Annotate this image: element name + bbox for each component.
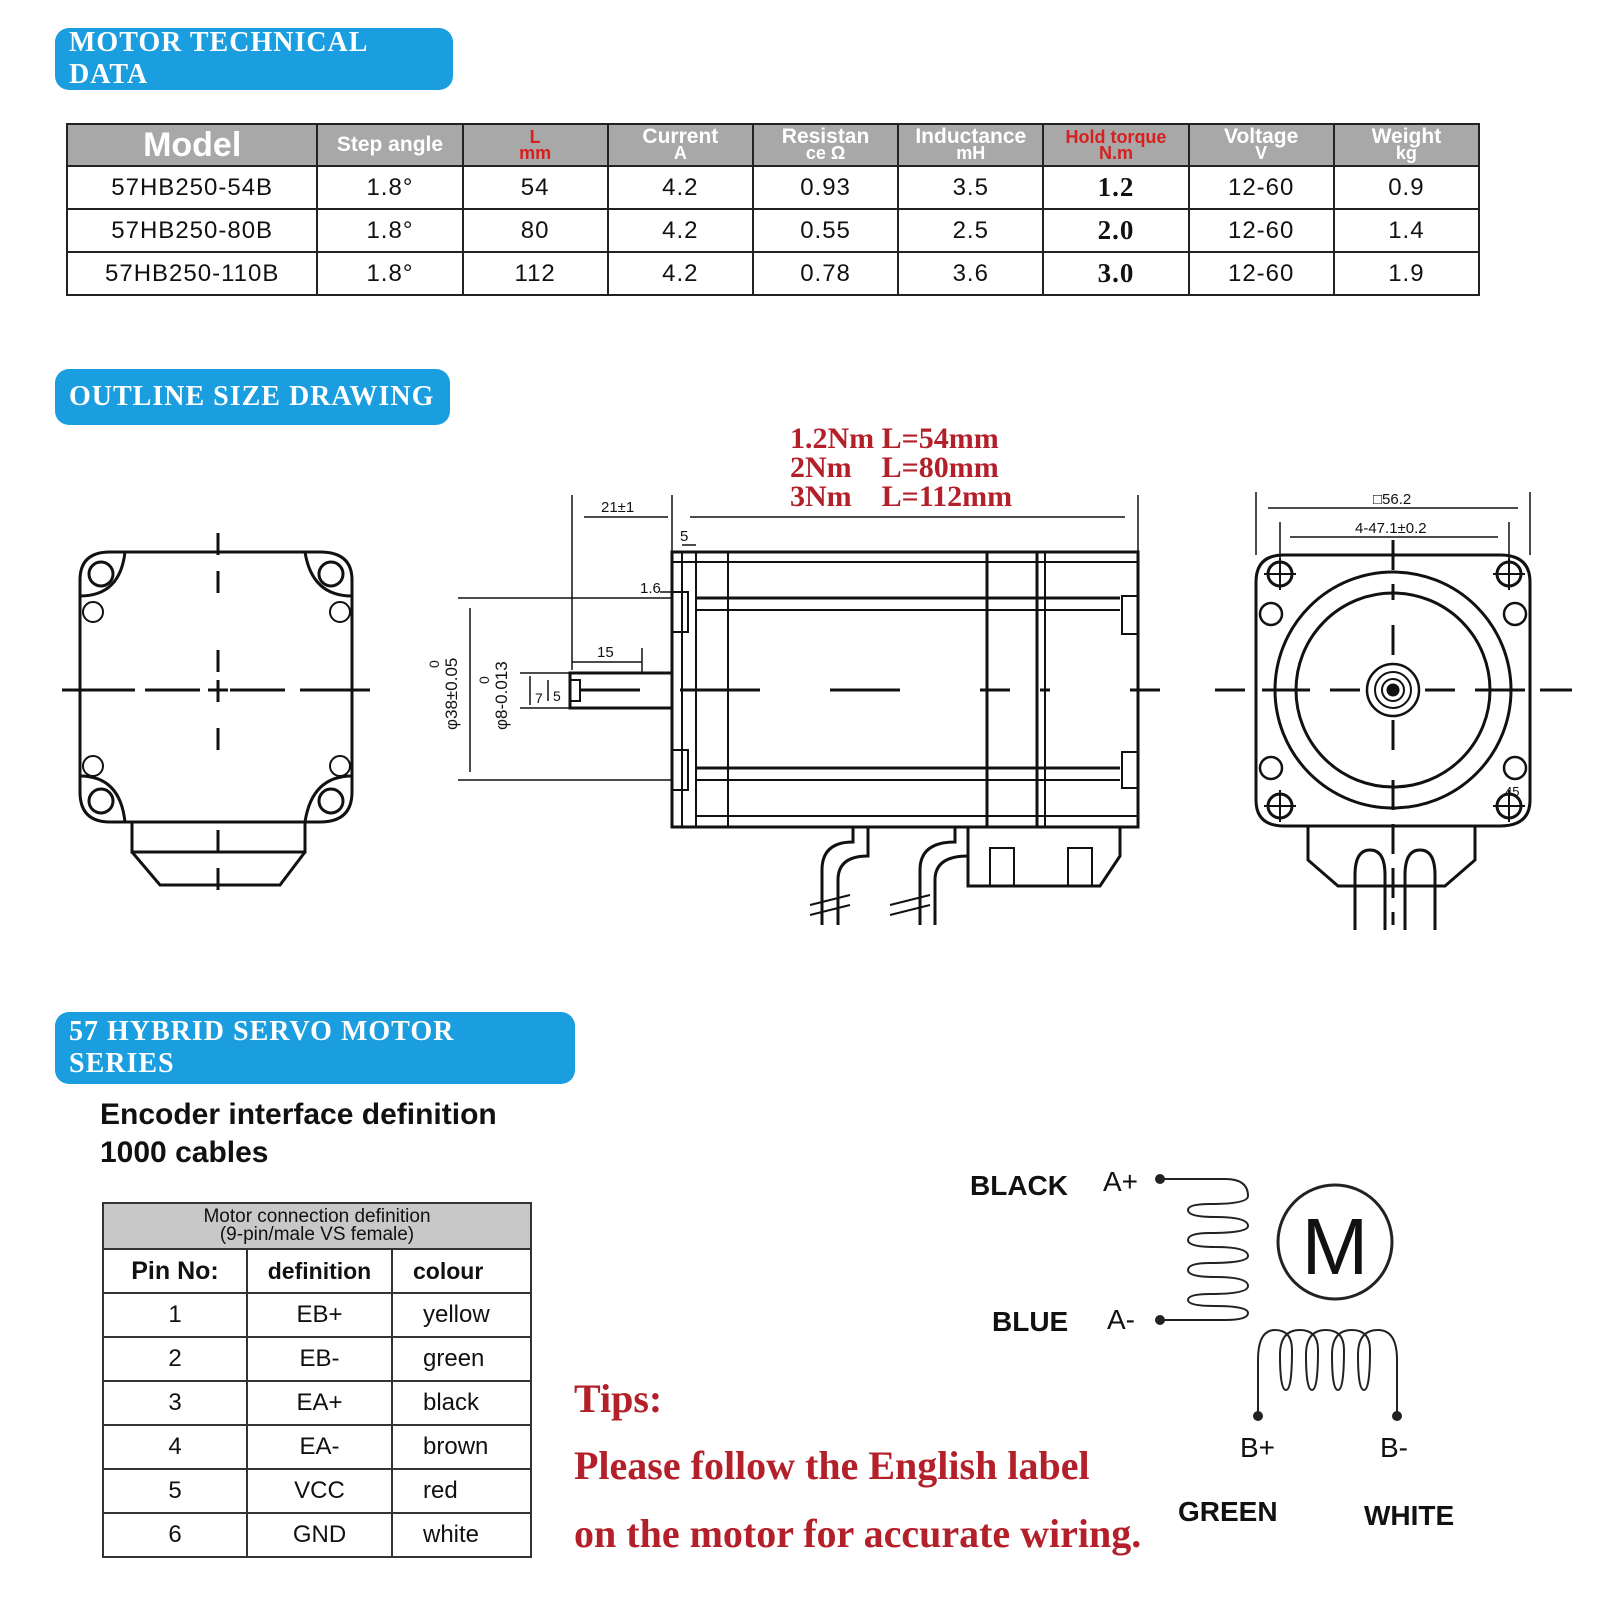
pin-number: 2	[103, 1337, 247, 1381]
cell-voltage: 12-60	[1189, 209, 1334, 252]
tips-line2: on the motor for accurate wiring.	[574, 1511, 1142, 1556]
dim-38: φ38±0.05	[442, 657, 461, 730]
cell-length: 54	[463, 166, 608, 209]
cell-current: 4.2	[608, 252, 753, 295]
dim-8-tol: 0	[476, 676, 492, 684]
dim-5: 5	[680, 528, 689, 545]
pin-definition: EA+	[247, 1381, 392, 1425]
col-step-angle: Step angle	[317, 124, 462, 166]
side-view	[458, 495, 1160, 925]
length-note-2: 2Nm L=80mm	[790, 451, 999, 484]
col-current: Current A	[608, 124, 753, 166]
label-a-plus: A+	[1103, 1166, 1139, 1197]
dim-21: 21±1	[601, 499, 635, 516]
col-length: L mm	[463, 124, 608, 166]
pin-number: 5	[103, 1469, 247, 1513]
encoder-title-line1: Encoder interface definition	[100, 1098, 497, 1131]
pin-row	[103, 1425, 531, 1469]
front-view	[1215, 492, 1572, 930]
cell-model: 57HB250-110B	[67, 252, 317, 295]
dim-8: φ8-0.013	[492, 661, 511, 730]
cell-weight: 0.9	[1334, 166, 1479, 209]
label-a-minus: A-	[1107, 1304, 1135, 1335]
col-voltage: Voltage V	[1189, 124, 1334, 166]
dim-holes: 4-47.1±0.2	[1355, 520, 1427, 537]
label-green: GREEN	[1178, 1496, 1278, 1527]
cell-step-angle: 1.8°	[317, 209, 462, 252]
spec-row	[67, 209, 1479, 252]
col-weight: Weight kg	[1334, 124, 1479, 166]
cell-inductance: 3.6	[898, 252, 1043, 295]
col-pin-no: Pin No:	[103, 1249, 247, 1293]
pin-row	[103, 1513, 531, 1557]
tips-line1: Please follow the English label	[574, 1443, 1090, 1488]
spec-row	[67, 166, 1479, 209]
motor-spec-table	[66, 123, 1480, 296]
spec-row	[67, 252, 1479, 295]
pin-number: 4	[103, 1425, 247, 1469]
cell-step-angle: 1.8°	[317, 252, 462, 295]
cell-resistance: 0.93	[753, 166, 898, 209]
pin-row	[103, 1293, 531, 1337]
pin-row	[103, 1469, 531, 1513]
cell-model: 57HB250-54B	[67, 166, 317, 209]
pin-colour: black	[392, 1381, 531, 1425]
dim-7: 7	[535, 690, 543, 706]
col-inductance: Inductance mH	[898, 124, 1043, 166]
motor-symbol: M	[1301, 1202, 1369, 1291]
col-resistance: Resistan ce Ω	[753, 124, 898, 166]
pin-definition: EA-	[247, 1425, 392, 1469]
pin-colour: yellow	[392, 1293, 531, 1337]
cell-hold-torque: 1.2	[1043, 166, 1188, 209]
wiring-schematic	[1156, 1175, 1401, 1420]
cell-hold-torque: 3.0	[1043, 252, 1188, 295]
length-note-1: 1.2Nm L=54mm	[790, 422, 999, 455]
encoder-title-line2: 1000 cables	[100, 1136, 269, 1169]
pin-number: 3	[103, 1381, 247, 1425]
pin-table-title-line2: (9-pin/male VS female)	[219, 1224, 415, 1245]
section-series-title: 57 HYBRID SERVO MOTOR SERIES	[55, 1012, 575, 1084]
pin-colour: brown	[392, 1425, 531, 1469]
label-b-plus: B+	[1240, 1432, 1276, 1463]
label-blue: BLUE	[992, 1306, 1069, 1337]
rear-view	[62, 533, 370, 900]
section-tech-title: MOTOR TECHNICAL DATA	[55, 28, 453, 90]
cell-resistance: 0.55	[753, 209, 898, 252]
pin-table-header-row	[103, 1249, 531, 1293]
cell-step-angle: 1.8°	[317, 166, 462, 209]
pin-table-title-line1: Motor connection definition	[203, 1206, 431, 1227]
cell-resistance: 0.78	[753, 252, 898, 295]
pin-row	[103, 1381, 531, 1425]
pin-colour: red	[392, 1469, 531, 1513]
pin-row	[103, 1337, 531, 1381]
cell-length: 112	[463, 252, 608, 295]
cell-inductance: 2.5	[898, 209, 1043, 252]
tips-title: Tips:	[574, 1376, 663, 1421]
pin-definition: EB+	[247, 1293, 392, 1337]
cell-weight: 1.4	[1334, 209, 1479, 252]
dim-1-6: 1.6	[640, 580, 661, 597]
label-b-minus: B-	[1380, 1432, 1408, 1463]
pin-colour: white	[392, 1513, 531, 1557]
cell-hold-torque: 2.0	[1043, 209, 1188, 252]
pin-definition-table	[102, 1202, 532, 1558]
pin-colour: green	[392, 1337, 531, 1381]
cell-current: 4.2	[608, 209, 753, 252]
pin-definition: GND	[247, 1513, 392, 1557]
col-definition: definition	[247, 1249, 392, 1293]
cell-weight: 1.9	[1334, 252, 1479, 295]
dim-38-tol: 0	[426, 660, 442, 668]
dim-square: □56.2	[1373, 491, 1412, 508]
section-outline-title: OUTLINE SIZE DRAWING	[55, 369, 450, 425]
pin-table-title	[103, 1203, 531, 1249]
col-hold-torque: Hold torque N.m	[1043, 124, 1188, 166]
pin-definition: EB-	[247, 1337, 392, 1381]
col-colour: colour	[392, 1249, 531, 1293]
cell-inductance: 3.5	[898, 166, 1043, 209]
col-model: Model	[67, 124, 317, 166]
encoder-title	[100, 1096, 497, 1172]
cell-current: 4.2	[608, 166, 753, 209]
pin-number: 6	[103, 1513, 247, 1557]
cell-voltage: 12-60	[1189, 166, 1334, 209]
dim-15: 15	[597, 644, 614, 661]
label-black: BLACK	[970, 1170, 1068, 1201]
cell-voltage: 12-60	[1189, 252, 1334, 295]
pin-table-title-row	[103, 1203, 531, 1249]
pin-definition: VCC	[247, 1469, 392, 1513]
dim-45: 45	[1505, 784, 1520, 799]
pin-number: 1	[103, 1293, 247, 1337]
length-note-3: 3Nm L=112mm	[790, 480, 1013, 513]
dim-5b: 5	[553, 688, 561, 704]
cell-length: 80	[463, 209, 608, 252]
spec-header-row	[67, 124, 1479, 166]
cell-model: 57HB250-80B	[67, 209, 317, 252]
label-white: WHITE	[1364, 1500, 1455, 1531]
